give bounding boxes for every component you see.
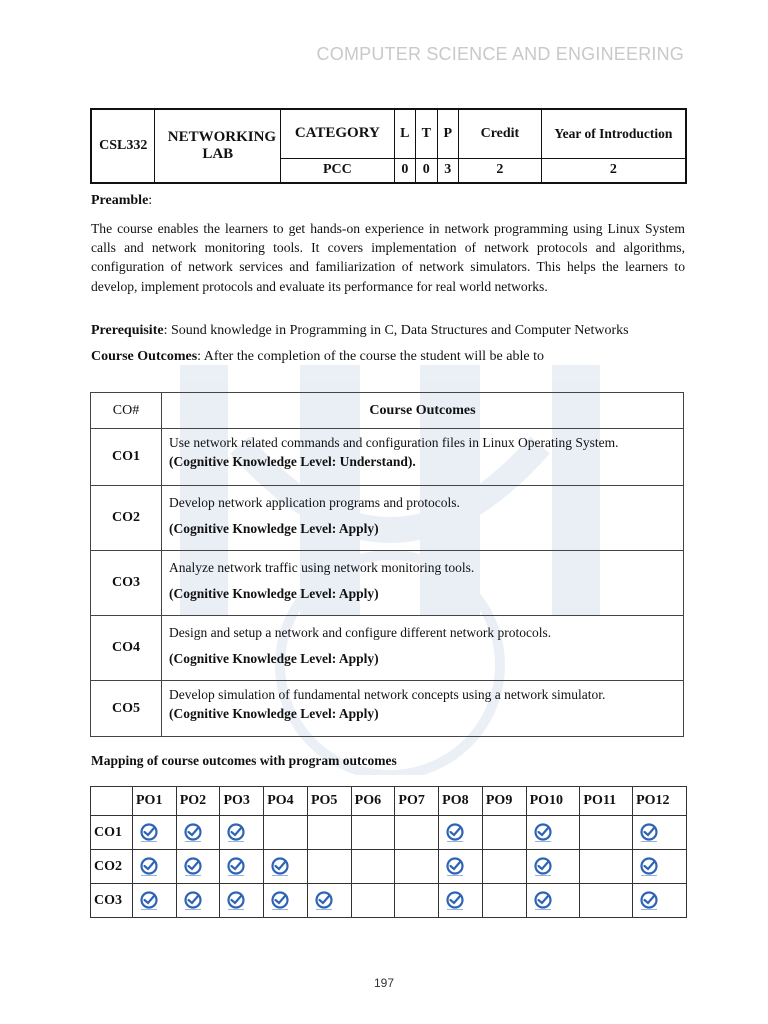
- co-description: Design and setup a network and configure different network protocols.: [169, 625, 552, 640]
- course-outcomes-intro-text: After the completion of the course the student will be able to: [203, 349, 544, 364]
- mapping-cell: [395, 884, 439, 918]
- po-header: PO4: [264, 787, 308, 816]
- mapping-cell: [176, 816, 220, 850]
- mapping-cell: [395, 850, 439, 884]
- prerequisite-label: Prerequisite: [91, 323, 164, 338]
- preamble-label: Preamble: [91, 193, 149, 208]
- mapping-cell: [439, 816, 483, 850]
- mapping-cell: [482, 816, 526, 850]
- mapping-cell: [633, 850, 687, 884]
- value-category: PCC: [281, 158, 394, 183]
- mapping-cell: [580, 850, 633, 884]
- mapping-cell: [482, 850, 526, 884]
- mapping-title: Mapping of course outcomes with program outcomes: [91, 753, 397, 768]
- check-mark-icon: [225, 857, 247, 877]
- co-id: CO3: [91, 551, 162, 616]
- check-mark-icon: [638, 823, 660, 843]
- mapping-cell: [580, 816, 633, 850]
- mapping-cell: [580, 884, 633, 918]
- preamble-text: The course enables the learners to get hands-on experience in network programming using Linux System calls and network monitoring tools. It covers implementation of network protocols and algorithms, configuration of network services and familiarization of network simulators. This helps the learners to develop, implement protocols and evaluate its performance for real world networks.: [91, 221, 685, 294]
- header-l: L: [394, 109, 415, 158]
- co-description: Develop network application programs and protocols.: [169, 495, 460, 510]
- co-description: Analyze network traffic using network monitoring tools.: [169, 560, 475, 575]
- value-l: 0: [394, 158, 415, 183]
- course-outcomes-label: Course Outcomes: [91, 349, 198, 364]
- course-code: CSL332: [91, 109, 155, 183]
- mapping-co-id: CO2: [91, 850, 133, 884]
- po-header: PO3: [220, 787, 264, 816]
- course-outcomes-intro: Course Outcomes: After the completion of the course the student will be able to: [91, 349, 544, 364]
- po-header: PO5: [307, 787, 351, 816]
- mapping-cell: [220, 884, 264, 918]
- mapping-cell: [264, 850, 308, 884]
- value-credit: 2: [459, 158, 542, 183]
- value-year: 2: [541, 158, 686, 183]
- co-level: (Cognitive Knowledge Level: Apply): [169, 586, 379, 601]
- header-category: CATEGORY: [281, 109, 394, 158]
- mapping-cell: [351, 816, 395, 850]
- page-number: 197: [373, 976, 395, 990]
- value-p: 3: [437, 158, 458, 183]
- mapping-row: [91, 816, 687, 850]
- po-header: PO9: [482, 787, 526, 816]
- mapping-co-id: CO3: [91, 884, 133, 918]
- mapping-cell: [633, 816, 687, 850]
- co-level: (Cognitive Knowledge Level: Understand).: [169, 454, 416, 469]
- mapping-co-id: CO1: [91, 816, 133, 850]
- mapping-cell: [264, 884, 308, 918]
- co-id: CO5: [91, 681, 162, 737]
- mapping-cell: [220, 816, 264, 850]
- header-credit: Credit: [459, 109, 542, 158]
- mapping-cell: [133, 884, 177, 918]
- po-header: PO8: [439, 787, 483, 816]
- check-mark-icon: [138, 823, 160, 843]
- mapping-cell: [307, 850, 351, 884]
- value-t: 0: [416, 158, 437, 183]
- co-cell: [162, 429, 684, 486]
- check-mark-icon: [444, 857, 466, 877]
- mapping-cell: [307, 816, 351, 850]
- department-header: COMPUTER SCIENCE AND ENGINEERING: [316, 44, 684, 64]
- check-mark-icon: [182, 891, 204, 911]
- check-mark-icon: [638, 857, 660, 877]
- mapping-row: [91, 884, 687, 918]
- co-level: (Cognitive Knowledge Level: Apply): [169, 706, 379, 721]
- po-header: PO10: [526, 787, 580, 816]
- mapping-cell: [482, 884, 526, 918]
- co-number-header: CO#: [91, 393, 162, 429]
- po-header: PO1: [133, 787, 177, 816]
- header-year: Year of Introduction: [541, 109, 686, 158]
- check-mark-icon: [182, 823, 204, 843]
- mapping-row: [91, 850, 687, 884]
- po-header: PO7: [395, 787, 439, 816]
- co-level: (Cognitive Knowledge Level: Apply): [169, 651, 379, 666]
- co-cell: [162, 616, 684, 681]
- mapping-cell: [133, 816, 177, 850]
- mapping-cell: [395, 816, 439, 850]
- mapping-cell: [133, 850, 177, 884]
- mapping-cell: [526, 816, 580, 850]
- check-mark-icon: [182, 857, 204, 877]
- course-info-table: [90, 108, 687, 184]
- course-name: [155, 109, 281, 183]
- po-header: PO6: [351, 787, 395, 816]
- co-cell: [162, 681, 684, 737]
- preamble-heading: Preamble:: [91, 193, 153, 208]
- check-mark-icon: [225, 891, 247, 911]
- check-mark-icon: [532, 823, 554, 843]
- co-description: Develop simulation of fundamental network concepts using a network simulator.: [169, 687, 606, 702]
- header-t: T: [416, 109, 437, 158]
- co-cell: [162, 551, 684, 616]
- co-id: CO2: [91, 486, 162, 551]
- prerequisite-line: Prerequisite: Sound knowledge in Programming in C, Data Structures and Computer Networks: [91, 323, 629, 338]
- po-header: PO11: [580, 787, 633, 816]
- mapping-cell: [439, 884, 483, 918]
- course-outcomes-header: Course Outcomes: [162, 393, 684, 429]
- co-po-mapping-table: [90, 786, 687, 918]
- mapping-cell: [220, 850, 264, 884]
- mapping-cell: [526, 850, 580, 884]
- check-mark-icon: [444, 891, 466, 911]
- check-mark-icon: [138, 857, 160, 877]
- mapping-cell: [307, 884, 351, 918]
- corner-cell: [91, 787, 133, 816]
- co-id: CO4: [91, 616, 162, 681]
- check-mark-icon: [532, 891, 554, 911]
- check-mark-icon: [269, 891, 291, 911]
- co-level: (Cognitive Knowledge Level: Apply): [169, 521, 379, 536]
- header-p: P: [437, 109, 458, 158]
- check-mark-icon: [313, 891, 335, 911]
- mapping-cell: [176, 850, 220, 884]
- co-id: CO1: [91, 429, 162, 486]
- check-mark-icon: [444, 823, 466, 843]
- mapping-cell: [633, 884, 687, 918]
- check-mark-icon: [138, 891, 160, 911]
- mapping-cell: [176, 884, 220, 918]
- check-mark-icon: [532, 857, 554, 877]
- check-mark-icon: [269, 857, 291, 877]
- check-mark-icon: [225, 823, 247, 843]
- mapping-cell: [351, 884, 395, 918]
- mapping-cell: [351, 850, 395, 884]
- po-header: PO12: [633, 787, 687, 816]
- mapping-cell: [439, 850, 483, 884]
- mapping-cell: [264, 816, 308, 850]
- check-mark-icon: [638, 891, 660, 911]
- prerequisite-text: Sound knowledge in Programming in C, Data Structures and Computer Networks: [170, 323, 629, 338]
- po-header: PO2: [176, 787, 220, 816]
- course-outcomes-table: [90, 392, 684, 737]
- co-description: Use network related commands and configuration files in Linux Operating System.: [169, 435, 619, 450]
- course-name-text: NETWORKING LAB: [167, 129, 277, 162]
- co-cell: [162, 486, 684, 551]
- mapping-cell: [526, 884, 580, 918]
